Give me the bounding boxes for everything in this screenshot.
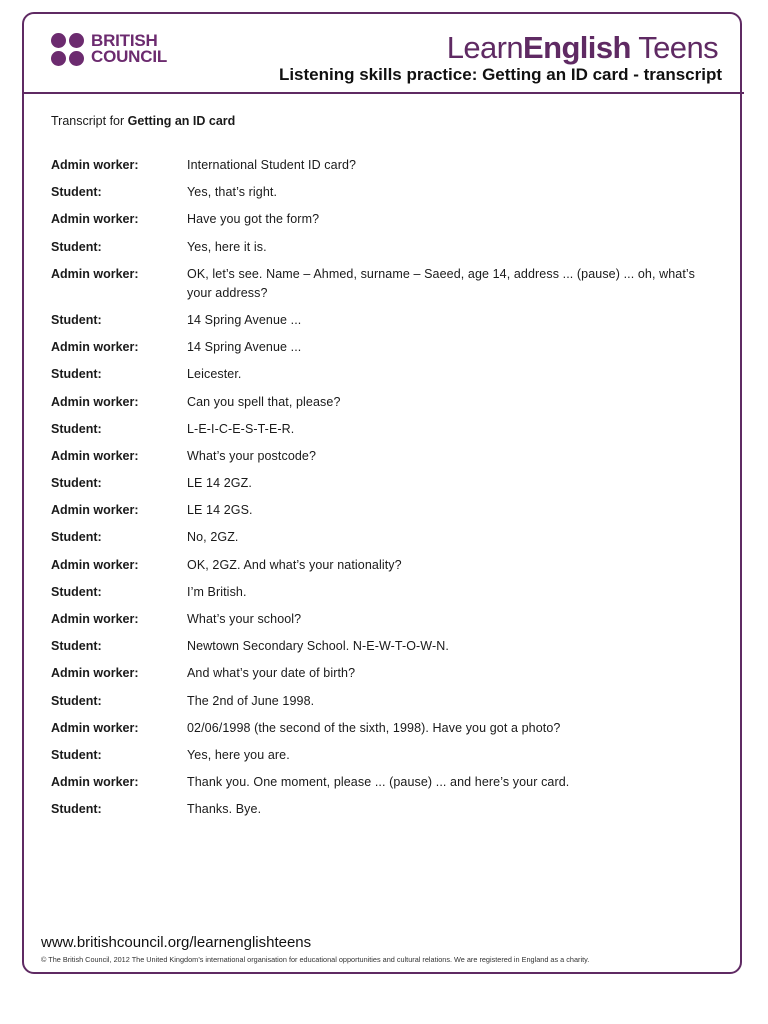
dialogue-text: OK, 2GZ. And what’s your nationality?: [187, 557, 402, 572]
speaker-label: Admin worker:: [51, 775, 139, 790]
logo-dots-icon: [50, 32, 86, 66]
brand-english: English: [523, 30, 631, 65]
footer-url[interactable]: www.britishcouncil.org/learnenglishteens: [41, 934, 312, 951]
brand-teens: Teens: [630, 30, 718, 65]
speaker-label: Admin worker:: [51, 720, 139, 735]
speaker-label: Admin worker:: [51, 612, 139, 626]
learnenglish-teens-brand: [447, 30, 718, 66]
transcript-row: [51, 637, 721, 656]
transcript-row: [51, 338, 721, 357]
dialogue-text: Thanks. Bye.: [187, 802, 262, 817]
dialogue-text: What’s your school?: [187, 612, 302, 626]
speaker-label: Admin worker:: [51, 557, 139, 572]
dialogue-text: Newtown Secondary School. N-E-W-T-O-W-N.: [187, 639, 449, 654]
speaker-label: Student:: [51, 639, 102, 654]
dialogue-text: Have you got the form?: [187, 212, 320, 227]
intro-prefix: Transcript for: [51, 114, 128, 128]
speaker-label: Student:: [51, 312, 102, 327]
speaker-label: Student:: [51, 421, 102, 436]
speaker-label: Admin worker:: [51, 503, 139, 518]
transcript-row: [51, 746, 721, 765]
speaker-label: Admin worker:: [51, 448, 139, 463]
dialogue-text: LE 14 2GS.: [187, 503, 253, 518]
transcript-row: [51, 501, 721, 520]
transcript-row: [51, 183, 721, 202]
transcript-row: [51, 556, 721, 575]
speaker-label: Student:: [51, 693, 102, 708]
transcript-row: [51, 800, 721, 819]
transcript-row: [51, 719, 721, 738]
transcript-row: [51, 156, 721, 175]
transcript-row: [51, 420, 721, 439]
speaker-label: Admin worker:: [51, 340, 139, 355]
dialogue-text: OK, let’s see. Name – Ahmed, surname – Saeed, age 14, address ... (pause) ... oh, what’s your address?: [187, 266, 695, 300]
dialogue-text: L-E-I-C-E-S-T-E-R.: [187, 421, 295, 436]
dialogue-text: No, 2GZ.: [187, 530, 239, 545]
speaker-label: Student:: [51, 476, 102, 491]
transcript-list: [51, 156, 721, 828]
speaker-label: Admin worker:: [51, 212, 139, 227]
footer-legal-text: © The British Council, 2012 The United Kingdom’s international organisation for educational opportunities and cultural relations. We are registered in England as a charity.: [41, 955, 590, 964]
british-council-logo: [50, 32, 167, 66]
transcript-row: [51, 447, 721, 466]
speaker-label: Student:: [51, 239, 102, 254]
dialogue-text: I’m British.: [187, 584, 247, 599]
speaker-label: Student:: [51, 747, 102, 762]
transcript-row: [51, 265, 721, 303]
dialogue-text: 14 Spring Avenue ...: [187, 312, 302, 327]
speaker-label: Admin worker:: [51, 266, 139, 281]
transcript-row: [51, 210, 721, 229]
transcript-row: [51, 610, 721, 629]
dialogue-text: International Student ID card?: [187, 158, 357, 172]
page-title: Listening skills practice: Getting an ID card - transcript: [278, 65, 722, 84]
transcript-row: [51, 365, 721, 384]
logo-line2: COUNCIL: [91, 47, 168, 66]
transcript-row: [51, 311, 721, 330]
dialogue-text: What’s your postcode?: [187, 448, 317, 463]
transcript-intro: [51, 114, 235, 128]
transcript-row: [51, 474, 721, 493]
speaker-label: Admin worker:: [51, 158, 139, 172]
speaker-label: Student:: [51, 530, 102, 545]
speaker-label: Student:: [51, 367, 102, 382]
logo-text: [91, 33, 167, 65]
transcript-row: [51, 393, 721, 412]
transcript-row: [51, 773, 721, 792]
logo-line1: BRITISH: [91, 31, 158, 50]
dialogue-text: Yes, here it is.: [187, 239, 267, 254]
transcript-row: [51, 692, 721, 711]
transcript-row: [51, 664, 721, 683]
dialogue-text: Thank you. One moment, please ... (pause) ... and here’s your card.: [187, 775, 570, 790]
dialogue-text: Leicester.: [187, 367, 242, 382]
dialogue-text: Yes, that’s right.: [187, 185, 278, 200]
dialogue-text: And what’s your date of birth?: [187, 666, 356, 681]
dialogue-text: LE 14 2GZ.: [187, 476, 252, 491]
speaker-label: Student:: [51, 185, 102, 200]
transcript-row: [51, 528, 721, 547]
dialogue-text: 02/06/1998 (the second of the sixth, 1998). Have you got a photo?: [187, 720, 561, 735]
intro-topic: Getting an ID card: [127, 114, 236, 128]
speaker-label: Admin worker:: [51, 394, 139, 409]
speaker-label: Admin worker:: [51, 666, 139, 681]
speaker-label: Student:: [51, 584, 102, 599]
dialogue-text: Can you spell that, please?: [187, 394, 341, 409]
header-divider: [22, 92, 744, 94]
brand-learn: Learn: [446, 30, 524, 65]
speaker-label: Student:: [51, 802, 102, 817]
dialogue-text: 14 Spring Avenue ...: [187, 340, 302, 355]
transcript-row: [51, 238, 721, 257]
transcript-row: [51, 583, 721, 602]
dialogue-text: The 2nd of June 1998.: [187, 693, 315, 708]
dialogue-text: Yes, here you are.: [187, 747, 290, 762]
